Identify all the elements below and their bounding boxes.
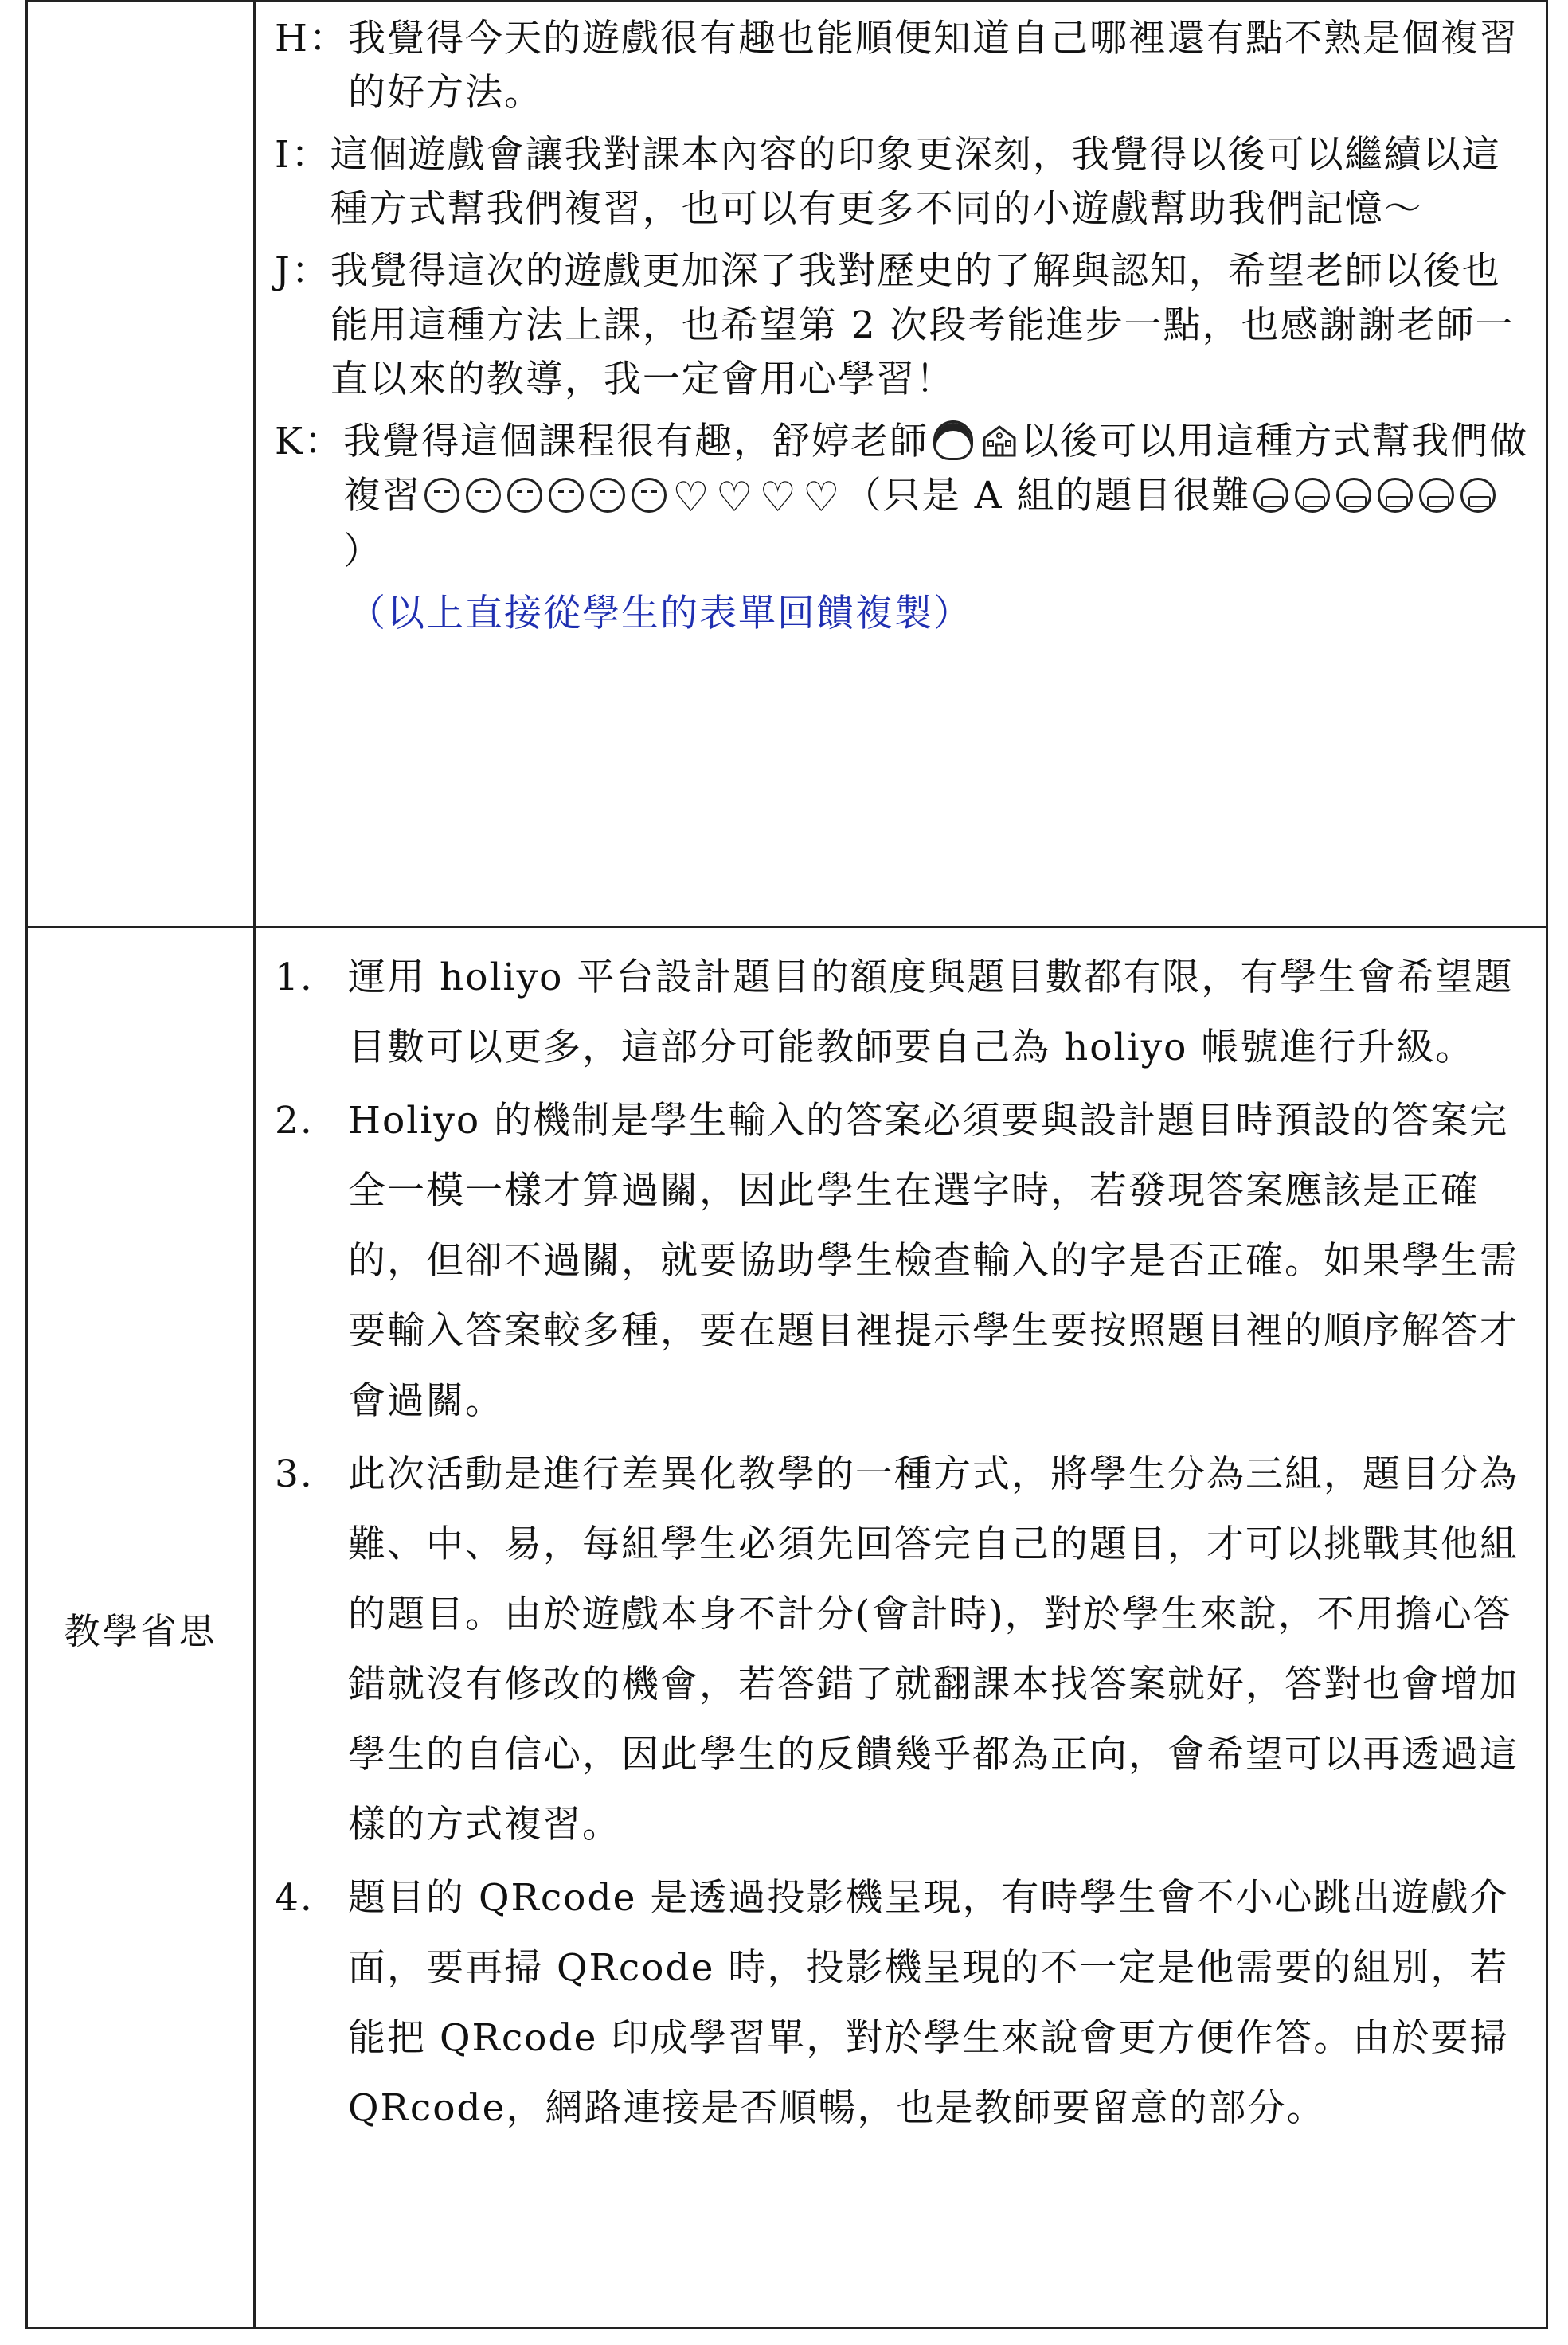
school-icon <box>981 422 1018 459</box>
reflection-label: 教學省思 <box>64 1609 217 1652</box>
feedback-text: 我覺得今天的遊戲很有趣也能順便知道自己哪裡還有點不熟是個複習的好方法。 <box>348 17 1519 115</box>
grimacing-face-icon <box>1378 478 1413 513</box>
item-text: 此次活動是進行差異化教學的一種方式，將學生分為三組，題目分為難、中、易，每組學生必須先回答完自己的題目，才可以挑戰其他組的題目。由於遊戲本身不計分(會計時)，對於學生來說，不用擔心答錯就沒有修改的機會，若答錯了就翻課本找答案就好，答對也會增加學生的自信心，因此學生的反饋幾乎都為正向，會希望可以再透過這樣的方式複習。 <box>348 1452 1519 1847</box>
feedback-key: H： <box>275 17 348 61</box>
feedback-text: 我覺得這個課程很有趣，舒婷老師 以後可以用這種方式幫我們做複習 ♡ ♡ ♡ ♡（只是 A 組的題目很難） <box>343 420 1529 573</box>
feedback-item-h <box>275 12 1530 120</box>
item-number: 3. <box>275 1452 314 1496</box>
reflection-label-cell <box>27 928 255 2328</box>
kissing-face-icon <box>549 478 584 513</box>
kissing-face-icon <box>507 478 542 513</box>
kissing-face-icon <box>424 478 459 513</box>
feedback-text: 這個遊戲會讓我對課本內容的印象更深刻，我覺得以後可以繼續以這種方式幫我們複習，也可以有更多不同的小遊戲幫助我們記憶～ <box>330 133 1501 231</box>
reflection-item <box>275 1863 1535 2144</box>
reflection-row <box>27 928 1547 2328</box>
woman-face-icon <box>933 420 973 460</box>
white-heart-icon: ♡ <box>715 474 755 522</box>
grimacing-face-icon <box>1419 478 1454 513</box>
feedback-item-j <box>275 244 1530 407</box>
item-number: 2. <box>275 1099 314 1143</box>
feedback-item-k <box>275 415 1530 579</box>
grimacing-face-icon <box>1253 478 1288 513</box>
white-heart-icon: ♡ <box>672 474 711 522</box>
feedback-key: J： <box>275 249 330 293</box>
feedback-key: K： <box>275 420 344 463</box>
lesson-table <box>25 0 1548 2329</box>
grimacing-face-icon <box>1295 478 1330 513</box>
feedback-text: 我覺得這次的遊戲更加深了我對歷史的了解與認知，希望老師以後也能用這種方法上課，也希望第 2 次段考能進步一點，也感謝謝老師一直以來的教導，我一定會用心學習！ <box>330 249 1515 401</box>
kissing-face-icon <box>466 478 501 513</box>
feedback-key: I： <box>275 133 330 177</box>
feedback-content-cell <box>255 2 1547 928</box>
white-heart-icon: ♡ <box>803 474 842 522</box>
white-heart-icon: ♡ <box>759 474 798 522</box>
feedback-row <box>27 2 1547 928</box>
kissing-face-icon <box>632 478 667 513</box>
kissing-face-icon <box>590 478 625 513</box>
grimacing-face-icon <box>1336 478 1371 513</box>
reflection-item <box>275 1086 1535 1436</box>
item-text: Holiyo 的機制是學生輸入的答案必須要與設計題目時預設的答案完全一模一樣才算過關，因此學生在選字時，若發現答案應該是正確的，但卻不過關，就要協助學生檢查輸入的字是否正確。如果學生需要輸入答案較多種，要在題目裡提示學生要按照題目裡的順序解答才會過關。 <box>348 1099 1519 1423</box>
reflection-item <box>275 943 1535 1083</box>
reflection-item <box>275 1440 1535 1860</box>
item-number: 1. <box>275 956 314 999</box>
feedback-label-cell <box>27 2 255 928</box>
item-text: 運用 holiyo 平台設計題目的額度與題目數都有限，有學生會希望題目數可以更多，這部分可能教師要自己為 holiyo 帳號進行升級。 <box>348 956 1514 1069</box>
item-text: 題目的 QRcode 是透過投影機呈現，有時學生會不小心跳出遊戲介面，要再掃 QRcode 時，投影機呈現的不一定是他需要的組別，若能把 QRcode 印成學習單，對於學生來說會更方便作答。由於要掃 QRcode，網路連接是否順暢，也是教師要留意的部分。 <box>348 1876 1509 2130</box>
source-note: （以上直接從學生的表單回饋複製） <box>348 592 972 635</box>
item-number: 4. <box>275 1876 314 1920</box>
reflection-content-cell <box>255 928 1547 2328</box>
feedback-item-i <box>275 128 1530 236</box>
grimacing-face-icon <box>1460 478 1496 513</box>
